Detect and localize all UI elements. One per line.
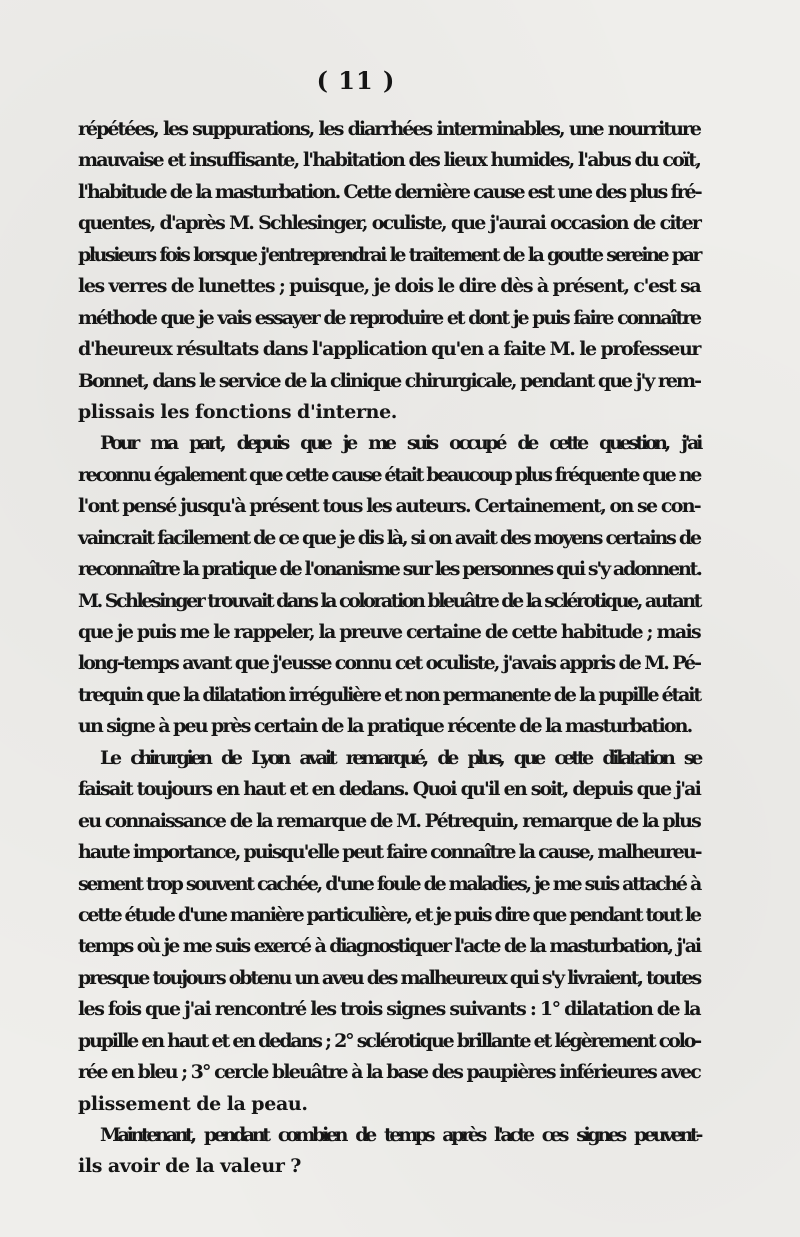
text-line: temps où je me suis exercé à diagnostiquer l'acte de la masturbation, j'ai: [78, 935, 700, 958]
text-line: reconnaître la pratique de l'onanisme sur les personnes qui s'y adonnent.: [78, 558, 701, 581]
text-line: M. Schlesinger trouvait dans la coloration bleuâtre de la sclérotique, autant: [78, 589, 700, 612]
text-line: mauvaise et insuffisante, l'habitation des lieux humides, l'abus du coït,: [78, 149, 700, 172]
text-line: plissais les fonctions d'interne.: [78, 400, 398, 423]
text-line: d'heureux résultats dans l'application qu'en a faite M. le professeur: [78, 338, 700, 361]
text-line: cette étude d'une manière particulière, et je puis dire que pendant tout le: [78, 903, 700, 926]
text-line: faisait toujours en haut et en dedans. Quoi qu'il en soit, depuis que j'ai: [78, 778, 700, 801]
text-line: long-temps avant que j'eusse connu cet oculiste, j'avais appris de M. Pé-: [78, 652, 700, 675]
text-line: vaincrait facilement de ce que je dis là, si on avait des moyens certains de: [78, 526, 700, 549]
text-line: l'ont pensé jusqu'à présent tous les auteurs. Certainement, on se con-: [78, 495, 700, 518]
text-line: les verres de lunettes ; puisque, je dois le dire dès à présent, c'est sa: [78, 275, 701, 298]
text-line: sement trop souvent cachée, d'une foule de maladies, je me suis attaché à: [78, 872, 700, 895]
text-line: trequin que la dilatation irrégulière et non permanente de la pupille était: [78, 683, 700, 706]
text-line: répétées, les suppurations, les diarrhées interminables, une nourriture: [78, 118, 700, 140]
page-number: ( 11 ): [316, 66, 396, 95]
paragraph: [78, 428, 700, 742]
text-line: Maintenant, pendant combien de temps après l'acte ces signes peuvent-: [100, 1124, 700, 1146]
body-text: [78, 114, 700, 1183]
text-line: pupille en haut et en dedans ; 2° sclérotique brillante et légèrement colo-: [78, 1029, 700, 1052]
text-line: l'habitude de la masturbation. Cette dernière cause est une des plus fré-: [78, 180, 701, 203]
paragraph: [78, 114, 700, 428]
text-line: haute importance, puisqu'elle peut faire connaître la cause, malheureu-: [78, 841, 701, 864]
text-line: Bonnet, dans le service de la clinique chirurgicale, pendant que j'y rem-: [78, 369, 700, 392]
text-line: quentes, d'après M. Schlesinger, oculiste, que j'aurai occasion de citer: [78, 212, 700, 235]
text-line: presque toujours obtenu un aveu des malheureux qui s'y livraient, toutes: [78, 966, 700, 989]
text-line: un signe à peu près certain de la pratique récente de la masturbation.: [78, 715, 692, 738]
text-line: ils avoir de la valeur ?: [78, 1155, 302, 1178]
paragraph: [78, 1120, 700, 1183]
text-line: Le chirurgien de Lyon avait remarqué, de plus, que cette dilatation se: [100, 746, 700, 769]
text-line: plusieurs fois lorsque j'entreprendrai le traitement de la goutte sereine par: [78, 243, 700, 266]
paragraph: [78, 743, 700, 1120]
text-line: méthode que je vais essayer de reproduire et dont je puis faire connaître: [78, 306, 700, 329]
text-line: reconnu également que cette cause était beaucoup plus fréquente que ne: [78, 463, 700, 486]
text-line: eu connaissance de la remarque de M. Pétrequin, remarque de la plus: [78, 809, 700, 832]
text-line: les fois que j'ai rencontré les trois signes suivants : 1° dilatation de la: [78, 998, 701, 1021]
text-line: plissement de la peau.: [78, 1092, 308, 1115]
text-line: Pour ma part, depuis que je me suis occupé de cette question, j'ai: [100, 432, 700, 455]
text-line: rée en bleu ; 3° cercle bleuâtre à la base des paupières inférieures avec: [78, 1061, 700, 1084]
text-line: que je puis me le rappeler, la preuve certaine de cette habitude ; mais: [78, 621, 700, 643]
